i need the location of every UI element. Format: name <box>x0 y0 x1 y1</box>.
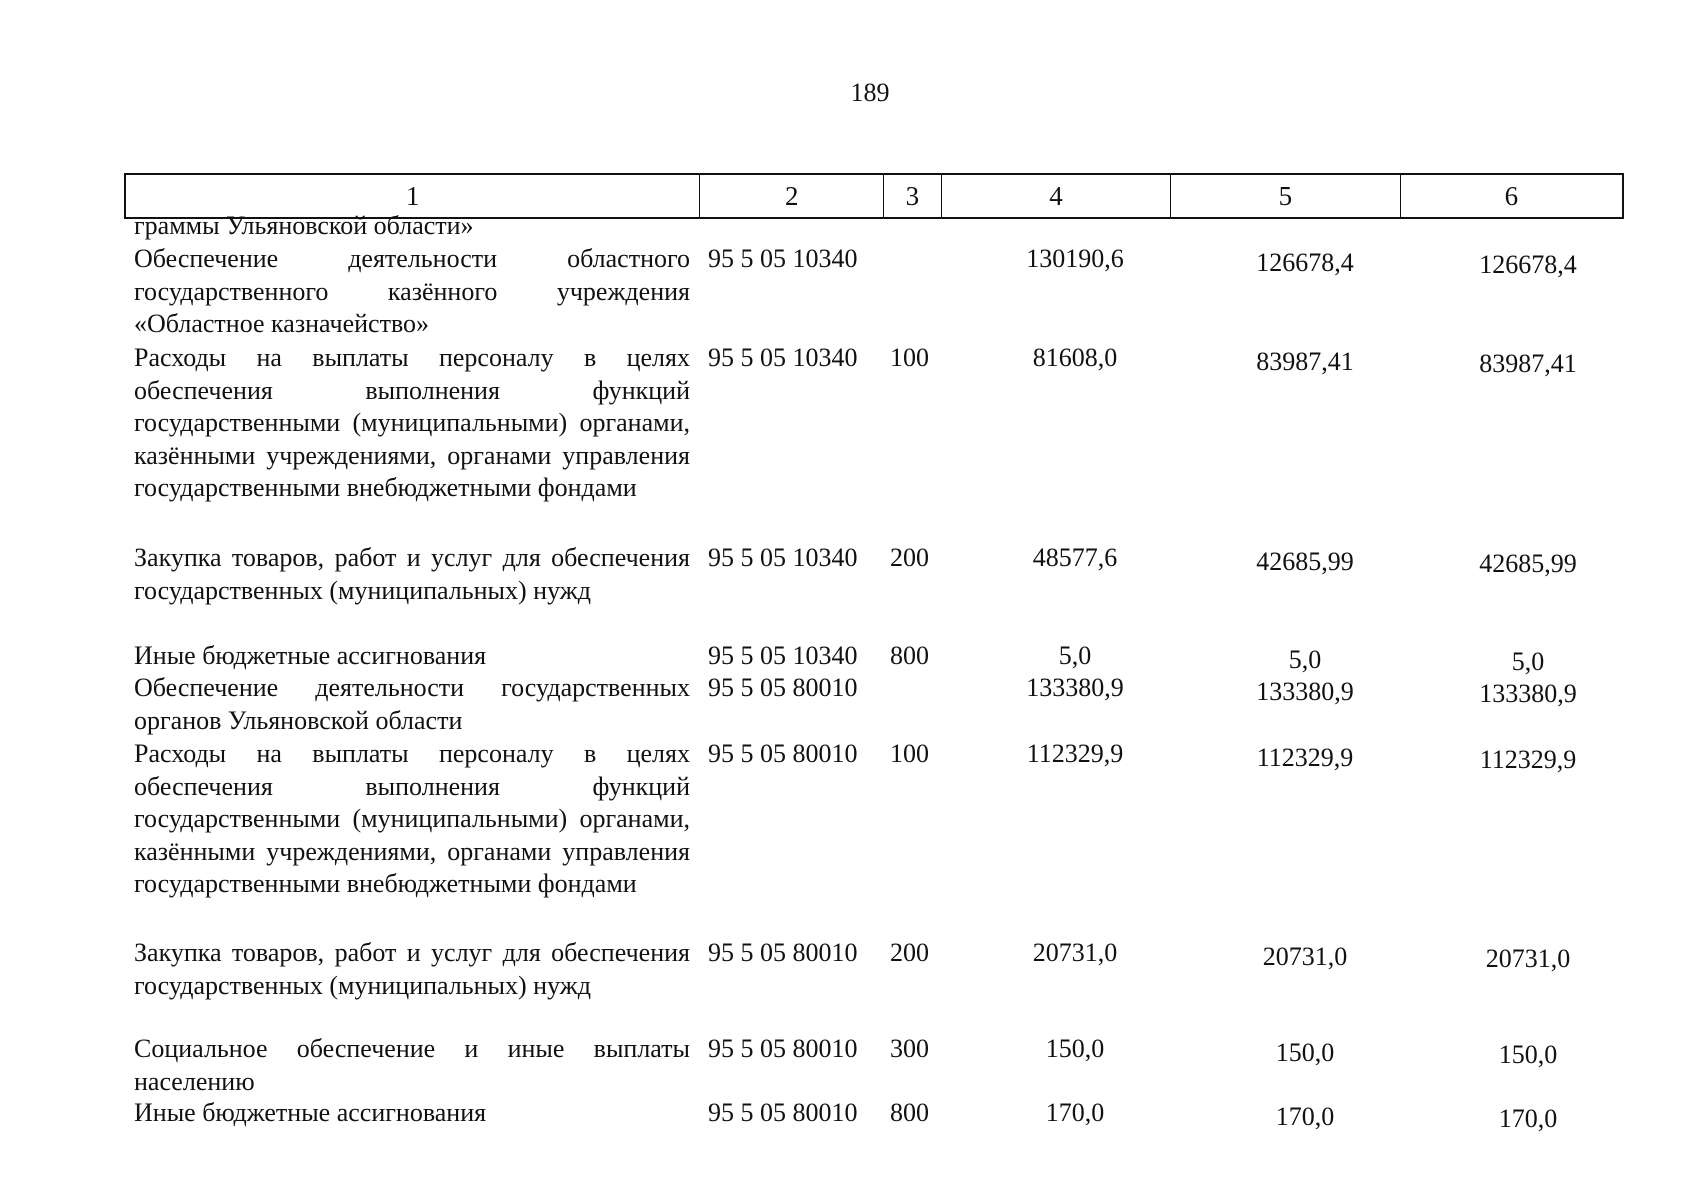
row-value-6: 170,0 <box>1498 1104 1558 1133</box>
row-type: 800 <box>890 1098 929 1127</box>
row-value-4: 81608,0 <box>1032 343 1118 372</box>
column-header-3: 3 <box>884 175 942 217</box>
row-value-5: 150,0 <box>1275 1038 1335 1067</box>
row-value-4: 5,0 <box>1058 641 1092 670</box>
row-value-6: 150,0 <box>1498 1040 1558 1069</box>
row-value-5: 42685,99 <box>1256 547 1354 576</box>
row-value-5: 133380,9 <box>1256 677 1354 706</box>
column-header-6: 6 <box>1504 181 1519 211</box>
row-type: 100 <box>890 343 929 372</box>
row-value-6: 112329,9 <box>1479 745 1577 774</box>
row-code: 95 5 05 80010 <box>708 673 858 702</box>
row-value-5: 112329,9 <box>1256 743 1354 772</box>
page-number: 189 <box>850 78 890 107</box>
row-value-5: 20731,0 <box>1262 942 1348 971</box>
row-value-4: 130190,6 <box>1026 244 1124 273</box>
row-description: Иные бюджетные ассигнования <box>134 1098 487 1127</box>
row-type: 200 <box>890 543 929 572</box>
row-description: Обеспечение деятельности государственных органов Ульяновской области <box>134 673 690 735</box>
row-value-5: 83987,41 <box>1256 347 1354 376</box>
continuation-text: граммы Ульяновской области» <box>134 211 474 240</box>
column-header-2: 2 <box>700 175 884 217</box>
row-code: 95 5 05 80010 <box>708 938 858 967</box>
row-code: 95 5 05 80010 <box>708 1098 858 1127</box>
row-type: 800 <box>890 641 929 670</box>
row-value-4: 20731,0 <box>1032 938 1118 967</box>
row-value-4: 48577,6 <box>1032 543 1118 572</box>
row-value-6: 126678,4 <box>1479 250 1577 279</box>
row-type: 300 <box>890 1034 929 1063</box>
row-value-6: 42685,99 <box>1479 549 1577 578</box>
row-description: Закупка товаров, работ и услуг для обеспечения государственных (муниципальных) нужд <box>134 938 690 1000</box>
row-value-4: 150,0 <box>1045 1034 1105 1063</box>
row-code: 95 5 05 10340 <box>708 343 858 372</box>
row-type: 200 <box>890 938 929 967</box>
row-value-6: 133380,9 <box>1479 679 1577 708</box>
row-description: Обеспечение деятельности областного государственного казённого учреждения «Областное казначейство» <box>134 244 690 338</box>
row-code: 95 5 05 10340 <box>708 543 858 572</box>
row-description: Иные бюджетные ассигнования <box>134 641 487 670</box>
column-header-5: 5 <box>1171 175 1400 217</box>
row-value-5: 126678,4 <box>1256 248 1354 277</box>
row-type: 100 <box>890 739 929 768</box>
row-value-4: 133380,9 <box>1026 673 1124 702</box>
row-description: Расходы на выплаты персоналу в целях обеспечения выполнения функций государственными (муниципальными) органами, казёнными учреждениями, органами управления государственными внебюджетными фондами <box>134 343 690 502</box>
row-code: 95 5 05 80010 <box>708 1034 858 1063</box>
column-header-1: 1 <box>126 175 700 217</box>
row-code: 95 5 05 10340 <box>708 244 858 273</box>
row-value-6: 83987,41 <box>1479 349 1577 378</box>
row-description: Расходы на выплаты персоналу в целях обеспечения выполнения функций государственными (муниципальными) органами, казёнными учреждениями, органами управления государственными внебюджетными фондами <box>134 739 690 898</box>
row-value-6: 20731,0 <box>1485 944 1571 973</box>
column-header-4: 4 <box>942 175 1171 217</box>
row-description: Закупка товаров, работ и услуг для обеспечения государственных (муниципальных) нужд <box>134 543 690 605</box>
row-code: 95 5 05 10340 <box>708 641 858 670</box>
row-description: Социальное обеспечение и иные выплаты населению <box>134 1034 690 1096</box>
row-value-5: 170,0 <box>1275 1102 1335 1131</box>
row-value-4: 170,0 <box>1045 1098 1105 1127</box>
row-value-6: 5,0 <box>1511 647 1545 676</box>
row-value-4: 112329,9 <box>1026 739 1124 768</box>
row-value-5: 5,0 <box>1288 645 1322 674</box>
row-code: 95 5 05 80010 <box>708 739 858 768</box>
